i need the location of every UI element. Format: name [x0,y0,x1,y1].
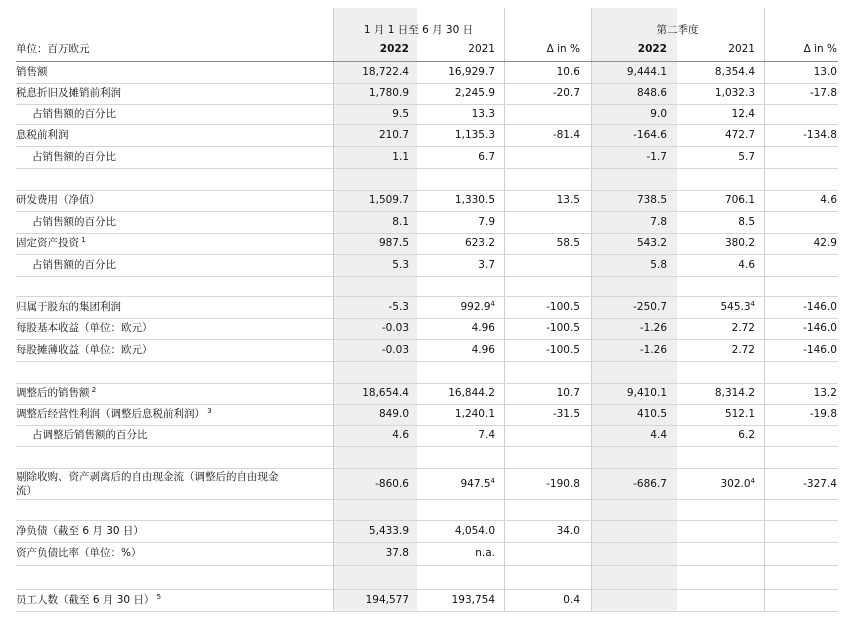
table-cell: 5,433.9 [368,525,409,537]
table-cell: 7.4 [478,429,495,441]
table-cell: -190.8 [546,478,580,490]
table-cell: 58.5 [556,237,580,249]
table-cell: -146.0 [803,322,837,334]
table-cell: 6.2 [738,429,755,441]
table-cell: -860.6 [375,478,409,490]
table-cell: 0.4 [563,594,580,606]
table-cell: -1.26 [639,322,667,334]
table-cell: 9.5 [392,108,409,120]
table-cell: 18,654.4 [362,387,409,399]
row-divider [16,611,838,612]
table-cell: 8.5 [738,216,755,228]
table-cell: 2,245.9 [454,87,495,99]
table-cell: n.a. [475,547,495,559]
table-cell: 4.6 [392,429,409,441]
table-cell: 987.5 [378,237,409,249]
table-cell: 849.0 [378,408,409,420]
row-label: 资产负债比率（单位：%） [16,547,142,559]
table-cell: 42.9 [813,237,837,249]
row-divider [16,520,838,521]
table-cell: 1,509.7 [368,194,409,206]
table-cell: 10.6 [556,66,580,78]
table-cell: -31.5 [552,408,580,420]
table-cell: 472.7 [724,129,755,141]
table-cell: 380.2 [724,237,755,249]
row-label: 固定资产投资 $^1$ [16,236,86,249]
table-cell: 13.3 [471,108,495,120]
q2-period-label: 第二季度 [656,24,699,36]
row-label: 每股基本收益（单位：欧元） [16,322,153,334]
row-divider [16,404,838,405]
table-cell: 13.2 [813,387,837,399]
table-cell: -0.03 [381,322,409,334]
table-cell: 4.96 [471,322,495,334]
col-q2-2021: 2021 [728,43,755,55]
table-cell: 9,444.1 [626,66,667,78]
table-cell: -5.3 [388,301,409,313]
row-label: 占销售额的百分比 [32,108,116,120]
row-divider [16,565,838,566]
table-cell: 543.2 [636,237,667,249]
table-cell: 16,929.7 [448,66,495,78]
table-cell: 8,314.2 [714,387,755,399]
row-label: 息税前利润 [16,129,69,141]
table-cell: -81.4 [552,129,580,141]
row-divider [16,104,838,105]
row-label: 调整后经营性利润（调整后息税前利润） $^3$ [16,407,212,420]
table-cell: 12.4 [731,108,755,120]
table-cell: 10.7 [556,387,580,399]
table-cell: 16,844.2 [448,387,495,399]
table-cell: 1,032.3 [714,87,755,99]
table-cell: 410.5 [636,408,667,420]
table-cell: 34.0 [556,525,580,537]
table-cell: -164.6 [633,129,667,141]
col-q2-2022: 2022 [637,43,667,55]
table-cell: -0.03 [381,344,409,356]
row-divider [16,589,838,590]
col-h1-delta: Δ in % [546,43,580,55]
row-divider [16,468,838,469]
row-label: 调整后的销售额 $^2$ [16,386,97,399]
table-cell: -100.5 [546,344,580,356]
table-cell: 194,577 [365,594,409,606]
table-cell: -100.5 [546,301,580,313]
header-rule [16,61,838,62]
table-cell: 992.9$^4$ [460,300,495,313]
table-cell: 4.96 [471,344,495,356]
table-cell: 2.72 [731,344,755,356]
table-cell: 706.1 [724,194,755,206]
col-q2-delta: Δ in % [803,43,837,55]
table-cell: -146.0 [803,301,837,313]
row-label: 占销售额的百分比 [32,259,116,271]
table-cell: 37.8 [385,547,409,559]
table-cell: 4.6 [820,194,837,206]
row-label: 研发费用（净值） [16,194,100,206]
table-cell: -100.5 [546,322,580,334]
table-cell: 7.9 [478,216,495,228]
row-divider [16,168,838,169]
row-divider [16,296,838,297]
table-cell: 947.5$^4$ [460,477,495,490]
table-cell: 545.3$^4$ [720,300,755,313]
table-cell: 2.72 [731,322,755,334]
table-cell: 4.6 [738,259,755,271]
table-cell: 9.0 [650,108,667,120]
table-cell: 13.5 [556,194,580,206]
table-cell: 210.7 [378,129,409,141]
col-h1-2022: 2022 [379,43,409,55]
table-cell: -134.8 [803,129,837,141]
table-cell: 13.0 [813,66,837,78]
table-cell: 512.1 [724,408,755,420]
table-cell: 193,754 [451,594,495,606]
row-label: 员工人数（截至 6 月 30 日） $^5$ [16,593,162,606]
row-divider [16,339,838,340]
row-label: 每股摊薄收益（单位：欧元） [16,344,153,356]
table-cell: 302.0$^4$ [720,477,755,490]
row-label: 净负债（截至 6 月 30 日） [16,525,144,537]
table-cell: -17.8 [809,87,837,99]
row-divider [16,211,838,212]
table-cell: 8,354.4 [714,66,755,78]
table-cell: 6.7 [478,151,495,163]
row-divider [16,124,838,125]
row-label-cont: 流） [16,485,37,497]
table-cell: -686.7 [633,478,667,490]
row-label: 归属于股东的集团利润 [16,301,121,313]
table-cell: 5.3 [392,259,409,271]
row-divider [16,383,838,384]
row-divider [16,361,838,362]
row-divider [16,254,838,255]
table-cell: 4,054.0 [454,525,495,537]
table-cell: -19.8 [809,408,837,420]
col-h1-2021: 2021 [468,43,495,55]
row-divider [16,425,838,426]
table-cell: 738.5 [636,194,667,206]
row-divider [16,276,838,277]
row-label: 销售额 [16,66,48,78]
row-label: 占销售额的百分比 [32,151,116,163]
row-divider [16,446,838,447]
row-label: 税息折旧及摊销前利润 [16,87,121,99]
table-cell: 1,135.3 [454,129,495,141]
table-cell: 3.7 [478,259,495,271]
table-cell: -146.0 [803,344,837,356]
table-cell: 4.4 [650,429,667,441]
row-divider [16,542,838,543]
unit-label: 单位：百万欧元 [16,43,90,55]
table-cell: 1,780.9 [368,87,409,99]
table-cell: 7.8 [650,216,667,228]
table-cell: 9,410.1 [626,387,667,399]
row-divider [16,233,838,234]
table-cell: 5.7 [738,151,755,163]
row-divider [16,318,838,319]
table-cell: 1,330.5 [454,194,495,206]
table-cell: 18,722.4 [362,66,409,78]
table-cell: 848.6 [636,87,667,99]
table-cell: -250.7 [633,301,667,313]
row-label: 占销售额的百分比 [32,216,116,228]
table-cell: 623.2 [464,237,495,249]
row-label: 占调整后销售额的百分比 [32,429,148,441]
table-cell: -1.7 [646,151,667,163]
h1-period-label: 1 月 1 日至 6 月 30 日 [363,24,474,36]
row-divider [16,190,838,191]
row-label: 剔除收购、资产剥离后的自由现金流（调整后的自由现金 [16,471,279,483]
row-divider [16,83,838,84]
row-divider [16,499,838,500]
table-cell: 1.1 [392,151,409,163]
table-cell: 5.8 [650,259,667,271]
table-cell: -1.26 [639,344,667,356]
table-cell: 1,240.1 [454,408,495,420]
table-cell: -327.4 [803,478,837,490]
table-cell: -20.7 [552,87,580,99]
table-cell: 8.1 [392,216,409,228]
row-divider [16,146,838,147]
